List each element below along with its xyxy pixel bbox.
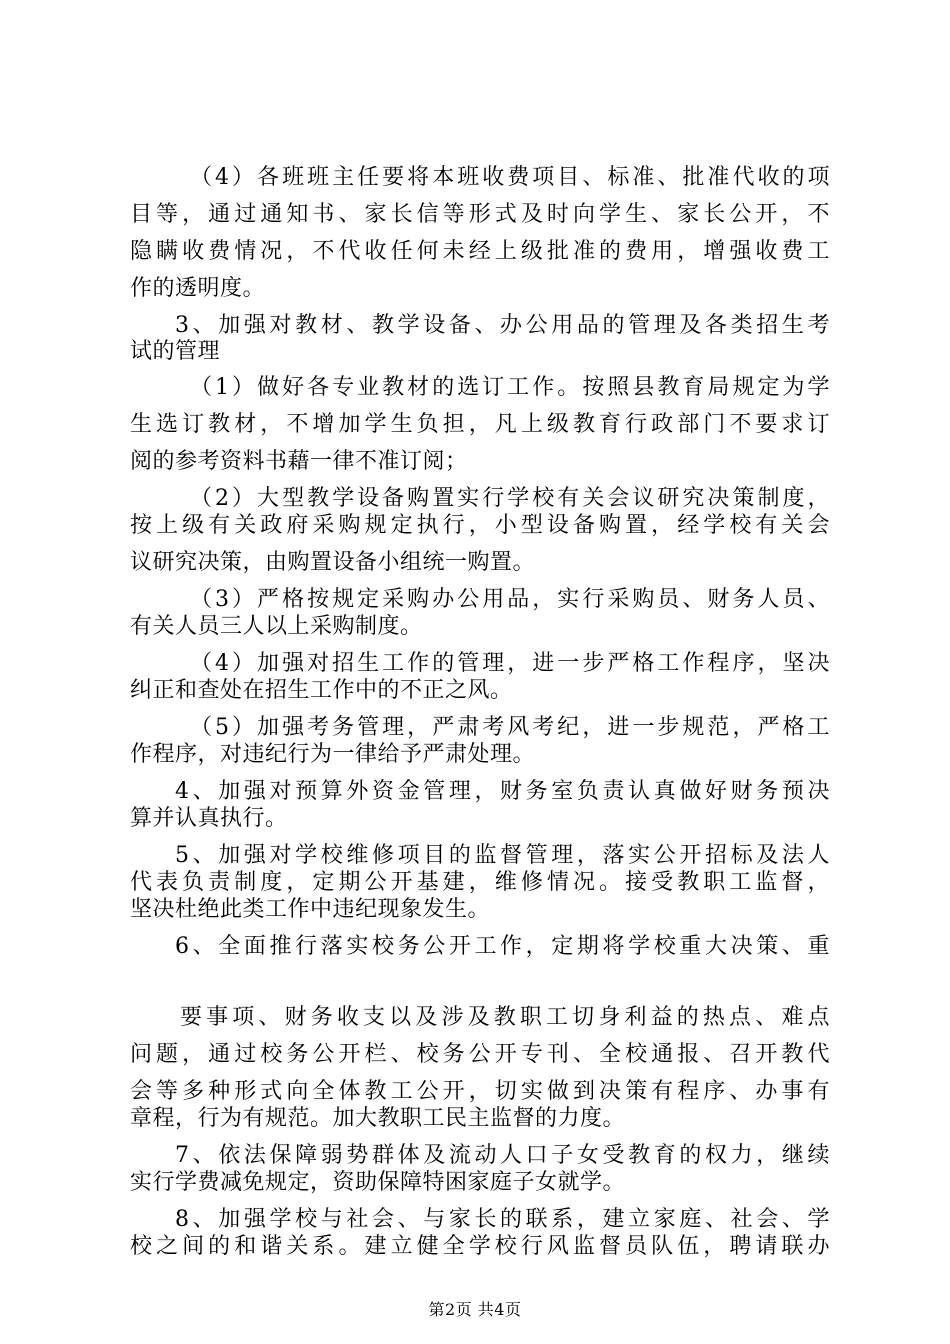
paragraph-line: 会等多种形式向全体教工公开，切实做到决策有程序、办事有 xyxy=(130,1079,830,1104)
paragraph-line: 作程序，对违纪行为一律给予严肃处理。 xyxy=(130,742,536,767)
paragraph-line: 实行学费减免规定，资助保障特困家庭子女就学。 xyxy=(130,1170,626,1195)
paragraph-line: 代表负责制度，定期公开基建，维修情况。接受教职工监督， xyxy=(130,870,830,895)
paragraph-line: 议研究决策，由购置设备小组统一购置。 xyxy=(130,550,536,575)
page-number-footer: 第2页 共4页 xyxy=(428,1300,522,1319)
paragraph-line: 试的管理 xyxy=(130,339,221,364)
paragraph-line: （4）各班班主任要将本班收费项目、标准、批准代收的项 xyxy=(190,165,830,190)
paragraph-line: 算并认真执行。 xyxy=(130,806,288,831)
paragraph-line: 隐瞒收费情况，不代收任何未经上级批准的费用，增强收费工 xyxy=(130,239,830,264)
paragraph-line: 阅的参考资料书藉一律不准订阅； xyxy=(130,449,468,474)
paragraph-line: 问题，通过校务公开栏、校务公开专刊、全校通报、召开教代 xyxy=(130,1042,830,1067)
paragraph-line: 3、加强对教材、教学设备、办公用品的管理及各类招生考 xyxy=(175,313,830,338)
paragraph-line: 作的透明度。 xyxy=(130,276,266,301)
paragraph-line: （5）加强考务管理，严肃考风考纪，进一步规范，严格工 xyxy=(190,715,830,740)
paragraph-line: （4）加强对招生工作的管理，进一步严格工作程序，坚决 xyxy=(190,651,830,676)
paragraph-line: 8、加强学校与社会、与家长的联系，建立家庭、社会、学 xyxy=(175,1207,830,1232)
paragraph-line: （2）大型教学设备购置实行学校有关会议研究决策制度， xyxy=(190,486,830,511)
paragraph-line: 4、加强对预算外资金管理，财务室负责认真做好财务预决 xyxy=(175,779,830,804)
paragraph-line: 7、依法保障弱势群体及流动人口子女受教育的权力，继续 xyxy=(175,1143,830,1168)
paragraph-line: 6、全面推行落实校务公开工作，定期将学校重大决策、重 xyxy=(175,934,830,959)
paragraph-line: 生选订教材，不增加学生负担，凡上级教育行政部门不要求订 xyxy=(130,412,830,437)
paragraph-line: 校之间的和谐关系。建立健全学校行风监督员队伍，聘请联办 xyxy=(130,1234,830,1259)
paragraph-line: 按上级有关政府采购规定执行，小型设备购置，经学校有关会 xyxy=(130,513,830,538)
paragraph-line: 有关人员三人以上采购制度。 xyxy=(130,614,423,639)
paragraph-line: 章程，行为有规范。加大教职工民主监督的力度。 xyxy=(130,1106,626,1131)
paragraph-line: （3）严格按规定采购办公用品，实行采购员、财务人员、 xyxy=(190,587,830,612)
paragraph-line: 5、加强对学校维修项目的监督管理，落实公开招标及法人 xyxy=(175,843,830,868)
paragraph-line: 纠正和查处在招生工作中的不正之风。 xyxy=(130,678,513,703)
paragraph-line: （1）做好各专业教材的选订工作。按照县教育局规定为学 xyxy=(190,375,830,400)
paragraph-line: 目等，通过通知书、家长信等形式及时向学生、家长公开，不 xyxy=(130,202,830,227)
paragraph-line: 要事项、财务收支以及涉及教职工切身利益的热点、难点 xyxy=(180,1005,830,1030)
paragraph-line: 坚决杜绝此类工作中违纪现象发生。 xyxy=(130,897,491,922)
